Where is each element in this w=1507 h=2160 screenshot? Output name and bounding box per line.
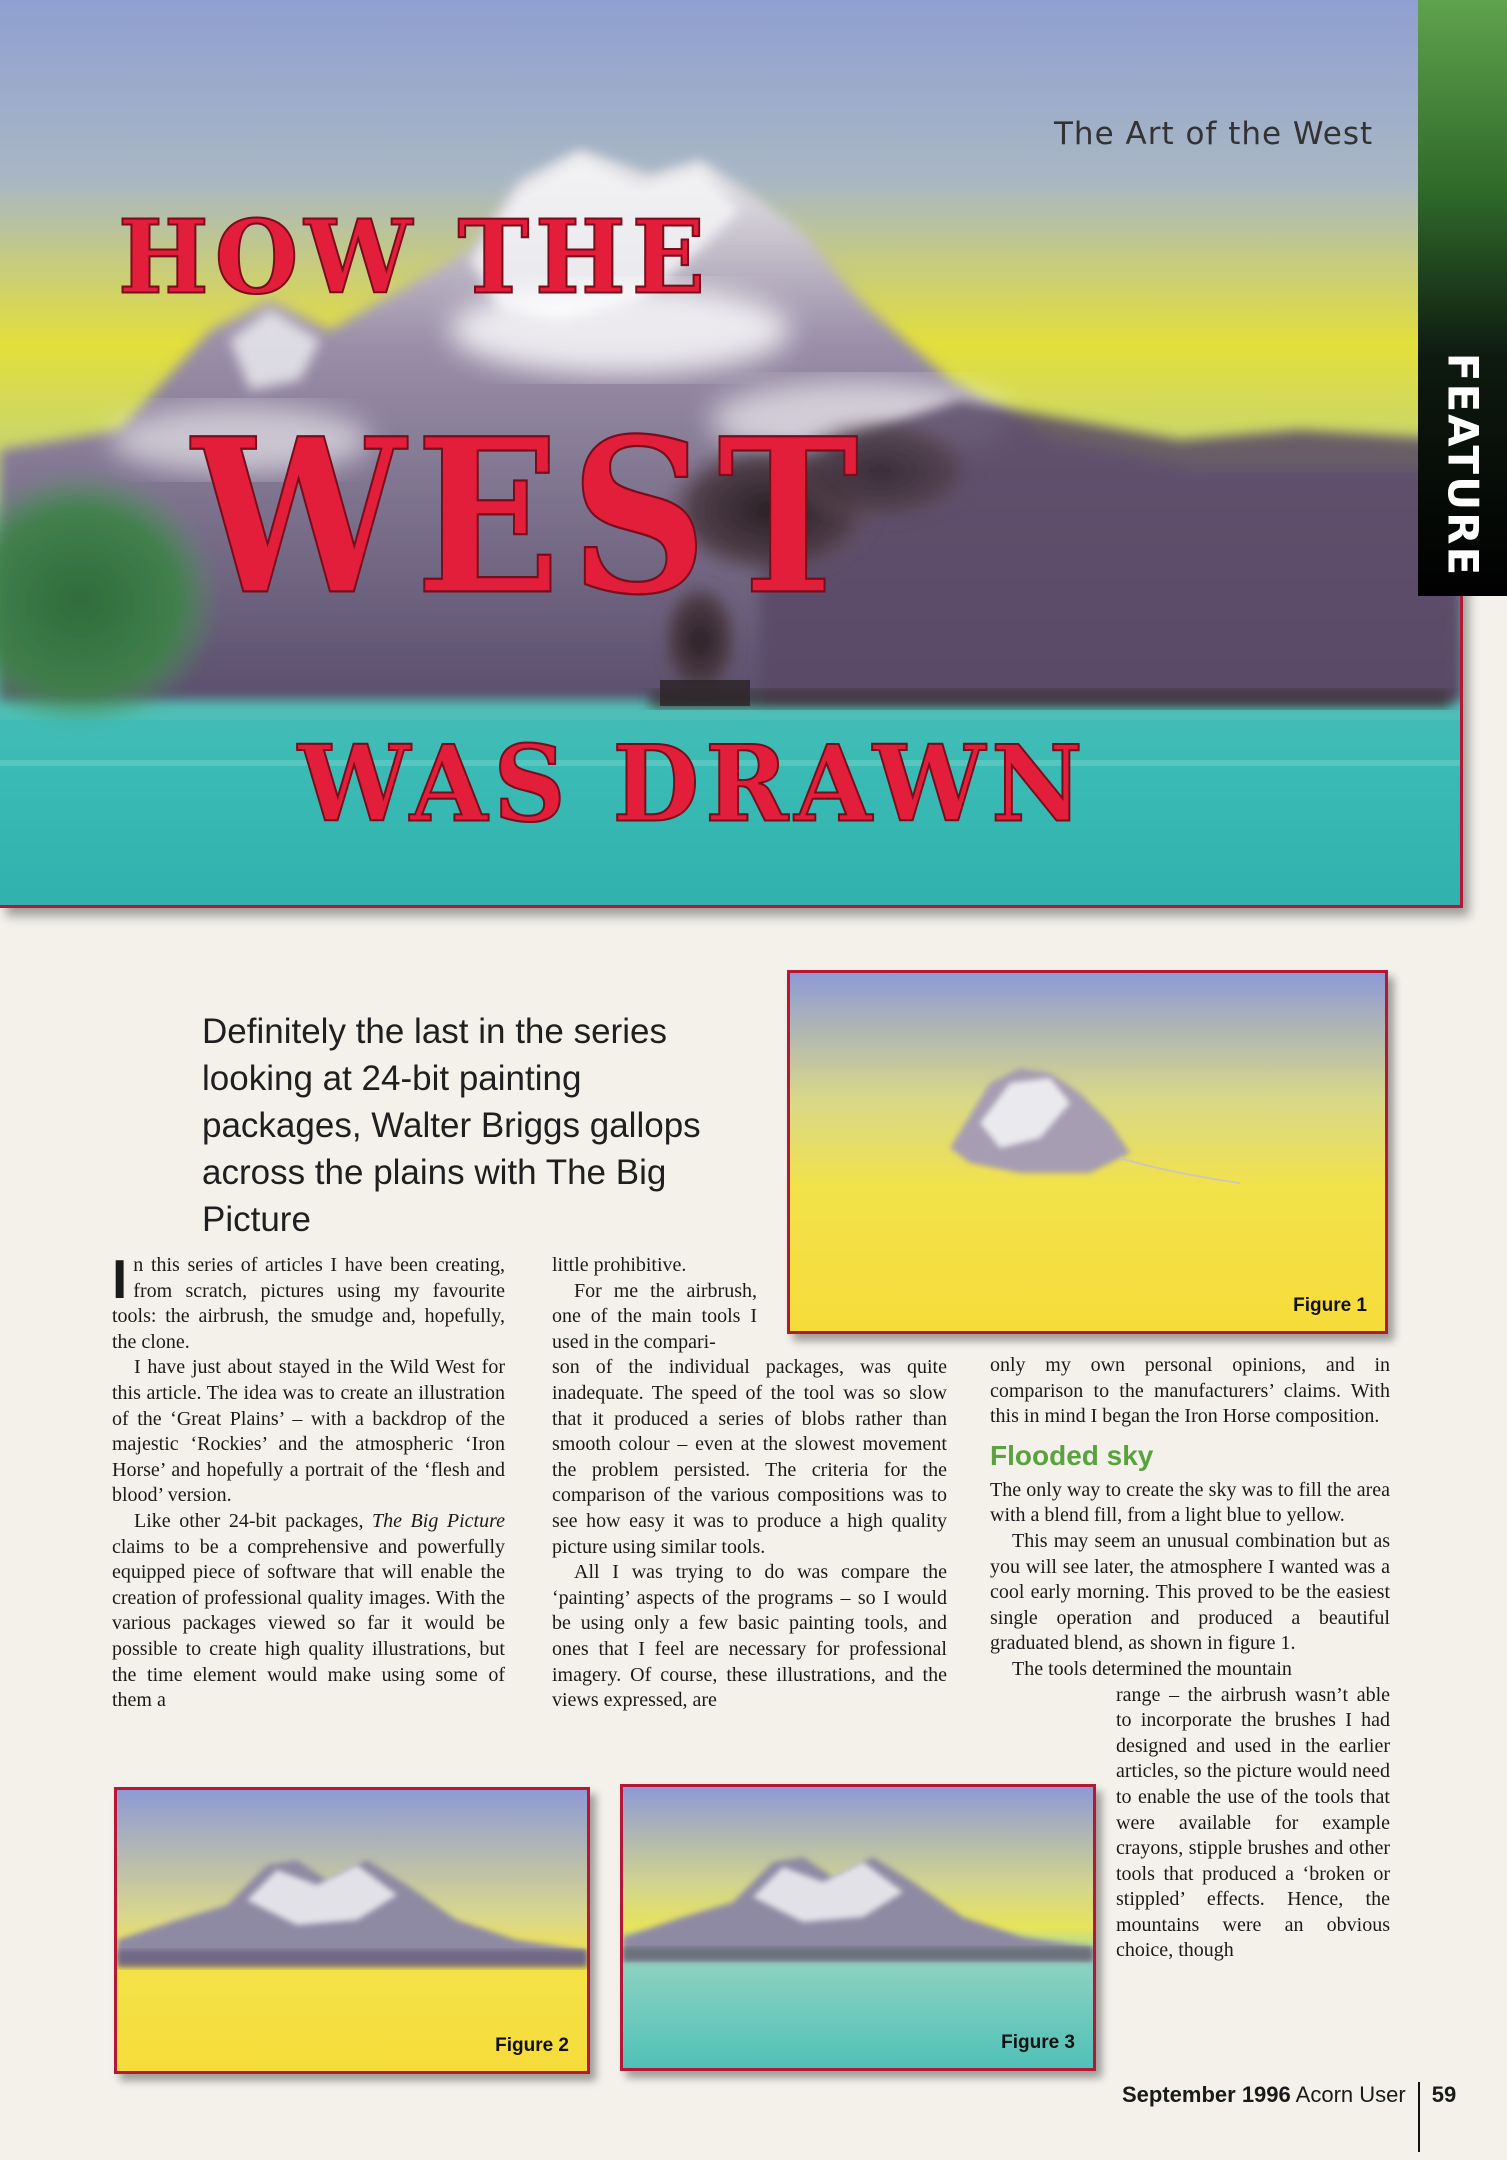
issue-date: September 1996 bbox=[1122, 2082, 1291, 2107]
page-footer bbox=[1122, 2082, 1456, 2152]
column-2 bbox=[552, 1253, 947, 1714]
figure-2-caption: Figure 2 bbox=[495, 2035, 569, 2056]
column-2-paragraph-2-cont: son of the individual packages, was quite inadequate. The speed of the tool was so slow that it produced a series of blobs rather than smooth colour – even at the slowest movement the problem persisted. The criteria for the comparison of the various compositions was to see how easy it was to produce a high quality picture using similar tools. bbox=[552, 1356, 947, 1558]
column-3-paragraph-1: only my own personal opinions, and in comparison to the manufacturers’ claims. With this in mind I began the Iron Horse composition. bbox=[990, 1354, 1390, 1428]
footer-divider bbox=[1418, 2082, 1420, 2152]
column-3-paragraph-4-cont: range – the airbrush wasn’t able to incorporate the brushes I had designed and used in the earlier articles, so the picture would need to enable the use of the tools that were available for example crayons, stipple brushes and other tools that produced a ‘broken or stippled’ effects. Hence, the mountains were an obvious choice, though bbox=[1116, 1683, 1390, 1962]
figure-3-caption: Figure 3 bbox=[1001, 2032, 1075, 2053]
figure-2-painting bbox=[117, 1790, 587, 2071]
column-2-paragraph-1: little prohibitive. bbox=[552, 1254, 687, 1276]
column-1 bbox=[112, 1248, 505, 1714]
headline-line-2: WEST bbox=[192, 392, 869, 642]
hero-illustration bbox=[0, 0, 1463, 908]
page-number: 59 bbox=[1431, 2082, 1457, 2107]
feature-tab-label: FEATURE bbox=[1438, 352, 1487, 578]
subheading-flooded-sky: Flooded sky bbox=[990, 1439, 1154, 1471]
section-kicker: The Art of the West bbox=[1054, 116, 1374, 152]
column-1-paragraph-2: I have just about stayed in the Wild West for this article. The idea was to create an illustration of the ‘Great Plains’ – with a backdrop of the majestic ‘Rockies’ and the atmospheric ‘Iron Horse’ and hopefully a portrait of the ‘flesh and blood’ version. bbox=[112, 1356, 505, 1507]
column-3-paragraph-2: The only way to create the sky was to fill the area with a blend fill, from a light blue to yellow. bbox=[990, 1478, 1390, 1527]
drop-cap: I bbox=[112, 1248, 128, 1310]
figure-1-caption: Figure 1 bbox=[1293, 1295, 1367, 1316]
column-1-paragraph-1: In this series of articles I have been creating, from scratch, pictures using my favourite tools: the airbrush, the smudge and, hopefully, the clone. bbox=[112, 1248, 505, 1353]
column-2-paragraph-3: All I was trying to do was compare the ‘painting’ aspects of the programs – so I would be using only a few basic painting tools, and ones that I feel are necessary for professional imagery. Of course, these illustrations, and the views expressed, are bbox=[552, 1561, 947, 1712]
feature-tab bbox=[1418, 0, 1507, 596]
column-3-paragraph-3: This may seem an unusual combination but as you will see later, the atmosphere I wanted was a cool early morning. This proved to be the easiest single operation and produced a beautiful graduated blend, as shown in figure 1. bbox=[990, 1529, 1390, 1655]
column-2-paragraph-2: For me the airbrush, one of the main tools I used in the compari- bbox=[552, 1279, 757, 1353]
column-3-paragraph-4: The tools determined the mountain bbox=[1012, 1657, 1292, 1680]
magazine-name: Acorn User bbox=[1295, 2082, 1406, 2107]
headline-line-1: HOW THE bbox=[118, 198, 711, 317]
column-1-paragraph-3: Like other 24-bit packages, The Big Picture claims to be a comprehensive and powerfully equipped piece of software that will enable the creation of professional quality images. With the various packages viewed so far it would be possible to create high quality illustrations, but the time element would make using some of them a bbox=[112, 1509, 505, 1712]
column-3 bbox=[990, 1353, 1390, 1964]
standfirst: Definitely the last in the series looking at 24-bit painting packages, Walter Briggs gallops across the plains with The Big Picture bbox=[202, 1012, 701, 1239]
figure-2 bbox=[114, 1787, 590, 2074]
headline-line-3: WAS DRAWN bbox=[298, 722, 1089, 846]
